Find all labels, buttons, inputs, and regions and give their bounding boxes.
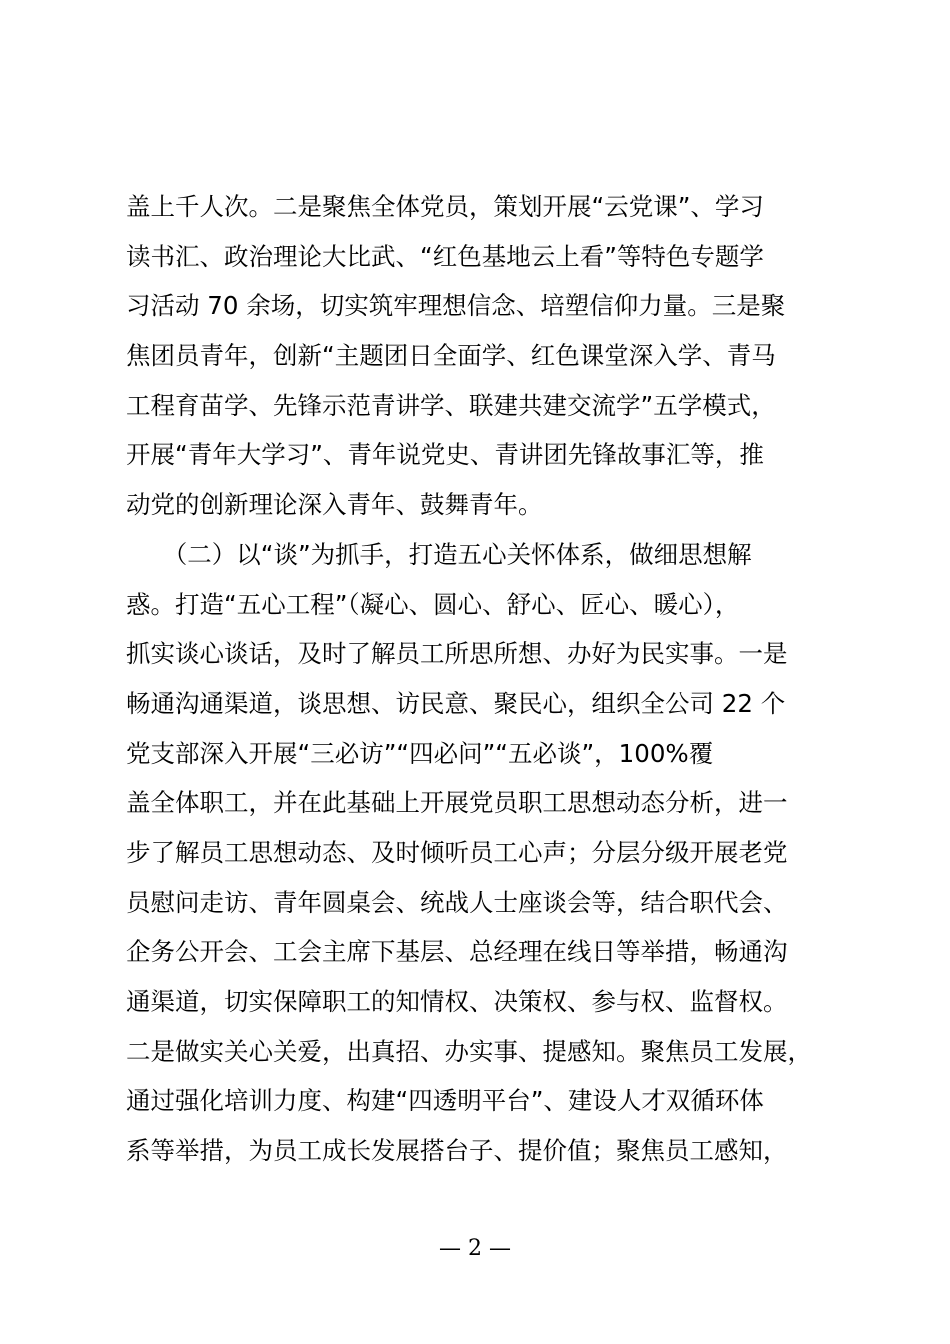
- text-line: 员慰问走访、青年圆桌会、统战人士座谈会等，结合职代会、: [126, 887, 788, 917]
- text-line: 通渠道，切实保障职工的知情权、决策权、参与权、监督权。: [126, 987, 788, 1016]
- text-line: 盖上千人次。二是聚焦全体党员，策划开展“云党课”、学习: [126, 192, 764, 221]
- text-line: 惑。打造“五心工程”（凝心、圆心、舒心、匠心、暖心），: [126, 589, 740, 619]
- text-line: 系等举措，为员工成长发展搭台子、提价值；聚焦员工感知，: [126, 1136, 788, 1166]
- text-line: （二）以“谈”为抓手，打造五心关怀体系，做细思想解: [126, 539, 752, 569]
- text-line: 畅通沟通渠道，谈思想、访民意、聚民心，组织全公司 22 个: [126, 688, 786, 718]
- text-line: 工程育苗学、先锋示范青讲学、联建共建交流学”五学模式，: [126, 390, 776, 420]
- text-line: 读书汇、政治理论大比武、“红色基地云上看”等特色专题学: [126, 241, 764, 271]
- text-line: 二是做实关心关爱，出真招、办实事、提感知。聚焦员工发展，: [126, 1036, 812, 1066]
- text-line: 通过强化培训力度、构建“四透明平台”、建设人才双循环体: [126, 1086, 764, 1116]
- text-line: 盖全体职工，并在此基础上开展党员职工思想动态分析，进一: [126, 788, 788, 818]
- text-line: 步了解员工思想动态、及时倾听员工心声；分层分级开展老党: [126, 837, 788, 867]
- text-line: 习活动 70 余场，切实筑牢理想信念、培塑信仰力量。三是聚: [126, 291, 786, 321]
- body-text: [126, 182, 834, 1176]
- text-line: 企务公开会、工会主席下基层、总经理在线日等举措，畅通沟: [126, 937, 788, 967]
- text-line: 党支部深入开展“三必访”“四必问”“五必谈”，100%覆: [126, 738, 714, 768]
- text-line: 抓实谈心谈话，及时了解员工所思所想、办好为民实事。一是: [126, 639, 788, 669]
- text-line: 开展“青年大学习”、青年说党史、青讲团先锋故事汇等，推: [126, 440, 764, 470]
- text-line: 动党的创新理论深入青年、鼓舞青年。: [126, 490, 543, 520]
- page-number: — 2 —: [439, 1236, 511, 1261]
- text-line: 焦团员青年，创新“主题团日全面学、红色课堂深入学、青马: [126, 341, 776, 371]
